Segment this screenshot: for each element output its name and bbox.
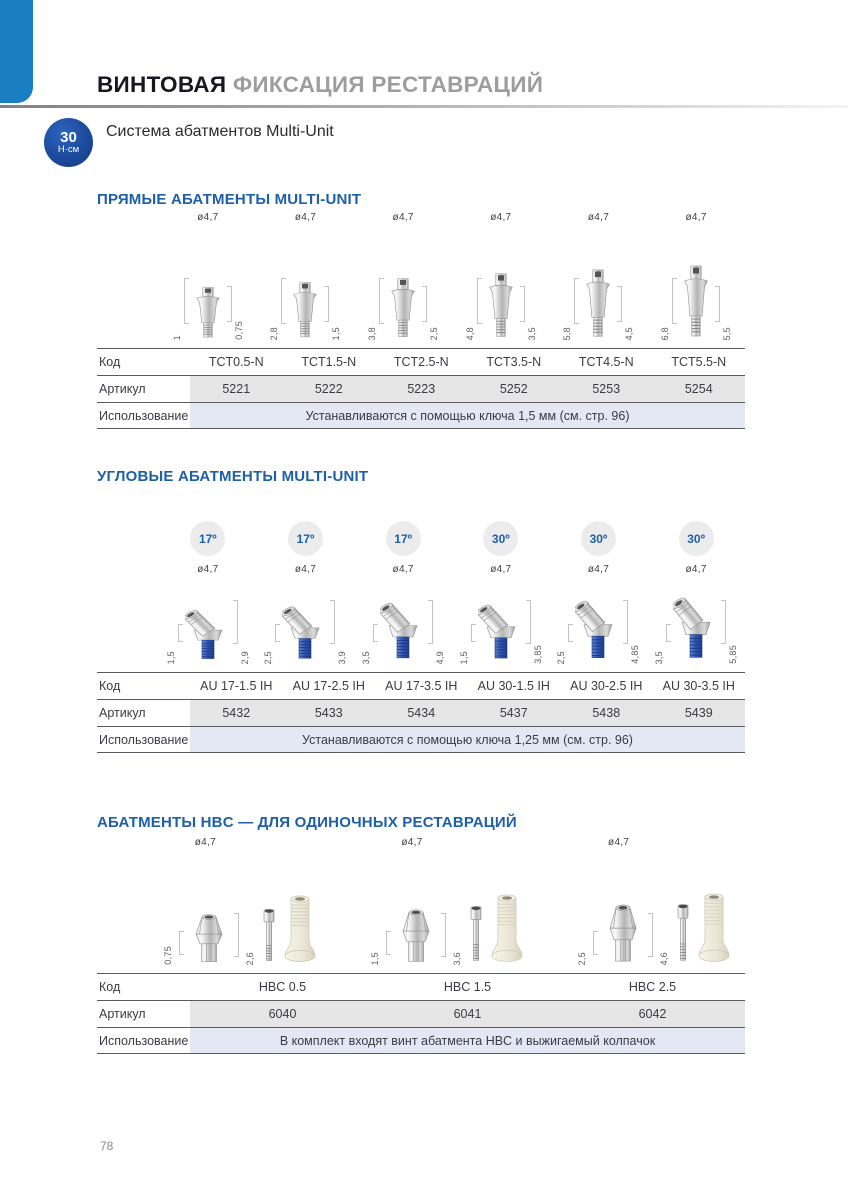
table-row-usage	[97, 402, 745, 429]
height-dim-left: 2,5	[576, 951, 587, 965]
product-straight-6	[660, 212, 732, 340]
code-cell: AU 17-1.5 IH	[200, 679, 273, 693]
height-dim-right: 1,5	[331, 326, 342, 340]
code-cell: HBC 2.5	[628, 980, 677, 994]
code-cell: AU 17-3.5 IH	[385, 679, 458, 693]
spec-table-angled	[97, 672, 745, 753]
diameter-label: ø4,7	[608, 837, 630, 848]
height-dim-left: 3,5	[361, 650, 372, 664]
table-row-article	[97, 375, 745, 402]
dimension-bracket	[281, 278, 286, 324]
product-straight-1	[172, 212, 244, 340]
dimension-bracket	[648, 913, 653, 957]
angled-abutment-image	[282, 600, 328, 664]
article-cell: 5221	[190, 376, 283, 402]
diameter-label: ø4,7	[490, 212, 512, 223]
row-label: Артикул	[97, 1001, 190, 1027]
dimension-bracket	[179, 931, 184, 955]
hbc-abutment-image	[397, 908, 435, 965]
article-cell: 5434	[375, 700, 468, 726]
page-title-primary: ВИНТОВАЯ	[97, 72, 227, 97]
diameter-label: ø4,7	[294, 212, 317, 223]
angled-abutment-image	[478, 598, 524, 664]
diameter-label: ø4,7	[587, 564, 610, 575]
row-label: Код	[97, 673, 190, 699]
section-hbc-abutments	[0, 814, 848, 1054]
straight-abutment-image	[484, 272, 518, 340]
angle-chip: 17º	[190, 521, 225, 556]
table-row-code	[97, 348, 745, 375]
row-label: Использование	[97, 403, 190, 428]
article-cell: 5437	[468, 700, 561, 726]
height-dim-right: 5,5	[722, 326, 733, 340]
product-hbc-1	[163, 837, 317, 965]
angle-chip-row	[159, 521, 745, 556]
diameter-label: ø4,7	[587, 212, 610, 223]
dimension-bracket	[386, 931, 391, 955]
angle-chip: 17º	[288, 521, 323, 556]
abutment-screw-image	[675, 902, 691, 965]
code-cell: TCT3.5-N	[486, 355, 542, 369]
dimension-bracket	[477, 278, 482, 324]
height-dim-left: 2,8	[269, 326, 280, 340]
diameter-label: ø4,7	[490, 564, 512, 575]
code-cell: HBC 1.5	[443, 980, 492, 994]
product-straight-2	[269, 212, 341, 340]
burnout-cap-image	[490, 894, 524, 965]
article-cell: 5254	[653, 376, 746, 402]
product-row	[159, 564, 745, 664]
dimension-bracket	[574, 278, 579, 324]
product-hbc-2	[370, 837, 524, 965]
height-dim-left: 2,5	[556, 650, 567, 664]
table-row-code	[97, 973, 745, 1000]
article-cell: 6040	[190, 1001, 375, 1027]
code-cell: TCT0.5-N	[208, 355, 264, 369]
product-angled-1	[166, 564, 250, 664]
height-dim-left: 3,5	[654, 650, 665, 664]
torque-unit: Н·см	[57, 144, 80, 156]
page-title-secondary: ФИКСАЦИЯ РЕСТАВРАЦИЙ	[232, 72, 544, 97]
height-dim-right: 2,6	[245, 951, 256, 965]
burnout-cap-image	[283, 895, 317, 965]
angled-abutment-image	[575, 594, 621, 664]
article-cell: 6041	[375, 1001, 560, 1027]
straight-abutment-image	[288, 281, 322, 340]
angled-abutment-image	[380, 596, 426, 664]
header-divider	[0, 105, 848, 108]
article-cell: 5433	[283, 700, 376, 726]
dimension-bracket	[428, 600, 433, 644]
product-straight-3	[367, 212, 439, 340]
code-cell: AU 30-1.5 IH	[477, 679, 550, 693]
product-angled-5	[556, 564, 640, 664]
angle-chip: 30º	[483, 521, 518, 556]
article-cell: 5252	[468, 376, 561, 402]
product-straight-5	[562, 212, 634, 340]
spec-table-straight	[97, 348, 745, 429]
page-edge-tab	[0, 0, 33, 103]
height-dim-left: 4,8	[464, 326, 475, 340]
product-angled-2	[263, 564, 347, 664]
article-cell: 5253	[560, 376, 653, 402]
code-cell: TCT1.5-N	[301, 355, 357, 369]
dimension-bracket	[526, 600, 531, 644]
row-label: Использование	[97, 727, 190, 752]
dimension-bracket	[275, 624, 280, 642]
abutment-screw-image	[261, 907, 277, 965]
usage-cell: Устанавливаются с помощью ключа 1,25 мм (см. стр. 96)	[190, 727, 745, 752]
table-row-code	[97, 672, 745, 699]
diameter-label: ø4,7	[197, 212, 219, 223]
height-dim-right: 2,9	[239, 650, 250, 664]
hbc-abutment-image	[604, 903, 642, 965]
product-straight-4	[465, 212, 537, 340]
table-row-article	[97, 699, 745, 726]
article-cell: 5222	[283, 376, 376, 402]
product-row	[137, 837, 757, 965]
height-dim-right: 4,5	[624, 326, 635, 340]
height-dim-right: 4,85	[630, 645, 641, 664]
height-dim-right: 2,5	[429, 326, 440, 340]
code-cell: AU 30-2.5 IH	[570, 679, 643, 693]
diameter-label: ø4,7	[392, 212, 414, 223]
product-hbc-3	[577, 837, 731, 965]
table-row-article	[97, 1000, 745, 1027]
code-cell: HBC 0.5	[258, 980, 307, 994]
dimension-bracket	[471, 624, 476, 642]
height-dim-left: 1,5	[165, 650, 176, 664]
section-title: УГЛОВЫЕ АБАТМЕНТЫ MULTI-UNIT	[97, 468, 369, 485]
dimension-bracket	[721, 600, 726, 644]
dimension-bracket	[373, 624, 378, 642]
height-dim-left: 6,8	[660, 326, 671, 340]
system-label: Система абатментов Multi-Unit	[106, 123, 334, 140]
diameter-label: ø4,7	[401, 837, 423, 848]
product-angled-3	[361, 564, 445, 664]
diameter-label: ø4,7	[197, 564, 219, 575]
code-cell: AU 30-3.5 IH	[662, 679, 735, 693]
dimension-bracket	[520, 286, 525, 322]
row-label: Код	[97, 974, 190, 1000]
dimension-bracket	[178, 624, 183, 642]
height-dim-left: 1,5	[369, 951, 380, 965]
spec-table-hbc	[97, 973, 745, 1054]
code-cell: TCT5.5-N	[671, 355, 727, 369]
dimension-bracket	[184, 278, 189, 324]
usage-cell: В комплект входят винт абатмента HBC и выжигаемый колпачок	[190, 1028, 745, 1053]
dimension-bracket	[617, 286, 622, 322]
dimension-bracket	[234, 913, 239, 957]
dimension-bracket	[441, 913, 446, 957]
angle-chip: 17º	[386, 521, 421, 556]
table-row-usage	[97, 726, 745, 753]
height-dim-right: 4,9	[435, 650, 446, 664]
code-cell: AU 17-2.5 IH	[292, 679, 365, 693]
dimension-bracket	[422, 286, 427, 322]
diameter-label: ø4,7	[294, 564, 317, 575]
section-angled-abutments	[0, 468, 848, 753]
torque-value: 30	[60, 128, 77, 146]
hbc-abutment-image	[190, 913, 228, 965]
section-straight-abutments	[0, 191, 848, 429]
subheader	[44, 118, 848, 170]
row-label: Код	[97, 349, 190, 375]
diameter-label: ø4,7	[685, 564, 707, 575]
dimension-bracket	[233, 600, 238, 644]
height-dim-left: 0,75	[163, 946, 174, 965]
angle-chip: 30º	[581, 521, 616, 556]
diameter-label: ø4,7	[685, 212, 707, 223]
dimension-bracket	[623, 600, 628, 644]
product-angled-6	[654, 564, 738, 664]
code-cell: TCT4.5-N	[578, 355, 634, 369]
straight-abutment-image	[679, 264, 713, 340]
dimension-bracket	[666, 624, 671, 642]
article-cell: 5432	[190, 700, 283, 726]
article-cell: 5438	[560, 700, 653, 726]
height-dim-right: 0,75	[233, 321, 244, 340]
code-cell: TCT2.5-N	[393, 355, 449, 369]
height-dim-right: 3,9	[337, 650, 348, 664]
usage-cell: Устанавливаются с помощью ключа 1,5 мм (см. стр. 96)	[190, 403, 745, 428]
height-dim-right: 3,5	[526, 326, 537, 340]
height-dim-left: 2,5	[263, 650, 274, 664]
burnout-cap-image	[697, 893, 731, 965]
product-row	[159, 212, 745, 340]
height-dim-left: 3,8	[367, 326, 378, 340]
height-dim-right: 4,6	[658, 951, 669, 965]
dimension-bracket	[593, 931, 598, 955]
straight-abutment-image	[581, 268, 615, 340]
dimension-bracket	[568, 624, 573, 642]
height-dim-right: 3,6	[451, 951, 462, 965]
abutment-screw-image	[468, 904, 484, 965]
straight-abutment-image	[191, 286, 225, 340]
angled-abutment-image	[185, 604, 231, 664]
table-row-usage	[97, 1027, 745, 1054]
torque-badge	[44, 118, 93, 167]
product-angled-4	[459, 564, 543, 664]
dimension-bracket	[330, 600, 335, 644]
dimension-bracket	[324, 286, 329, 322]
row-label: Артикул	[97, 376, 190, 402]
straight-abutment-image	[386, 277, 420, 340]
dimension-bracket	[715, 286, 720, 322]
diameter-label: ø4,7	[194, 837, 216, 848]
height-dim-left: 1	[171, 334, 182, 340]
section-title: АБАТМЕНТЫ HBC — ДЛЯ ОДИНОЧНЫХ РЕСТАВРАЦИЙ	[97, 814, 517, 831]
page-title	[0, 0, 848, 98]
row-label: Артикул	[97, 700, 190, 726]
article-cell: 6042	[560, 1001, 745, 1027]
page-number: 78	[100, 1139, 114, 1153]
height-dim-left: 5,8	[562, 326, 573, 340]
dimension-bracket	[227, 286, 232, 322]
dimension-bracket	[379, 278, 384, 324]
angle-chip: 30º	[679, 521, 714, 556]
height-dim-right: 5,85	[728, 645, 739, 664]
row-label: Использование	[97, 1028, 190, 1053]
angled-abutment-image	[673, 590, 719, 664]
article-cell: 5223	[375, 376, 468, 402]
height-dim-left: 1,5	[458, 650, 469, 664]
dimension-bracket	[672, 278, 677, 324]
section-title: ПРЯМЫЕ АБАТМЕНТЫ MULTI-UNIT	[97, 191, 362, 208]
diameter-label: ø4,7	[392, 564, 414, 575]
height-dim-right: 3,85	[532, 645, 543, 664]
article-cell: 5439	[653, 700, 746, 726]
